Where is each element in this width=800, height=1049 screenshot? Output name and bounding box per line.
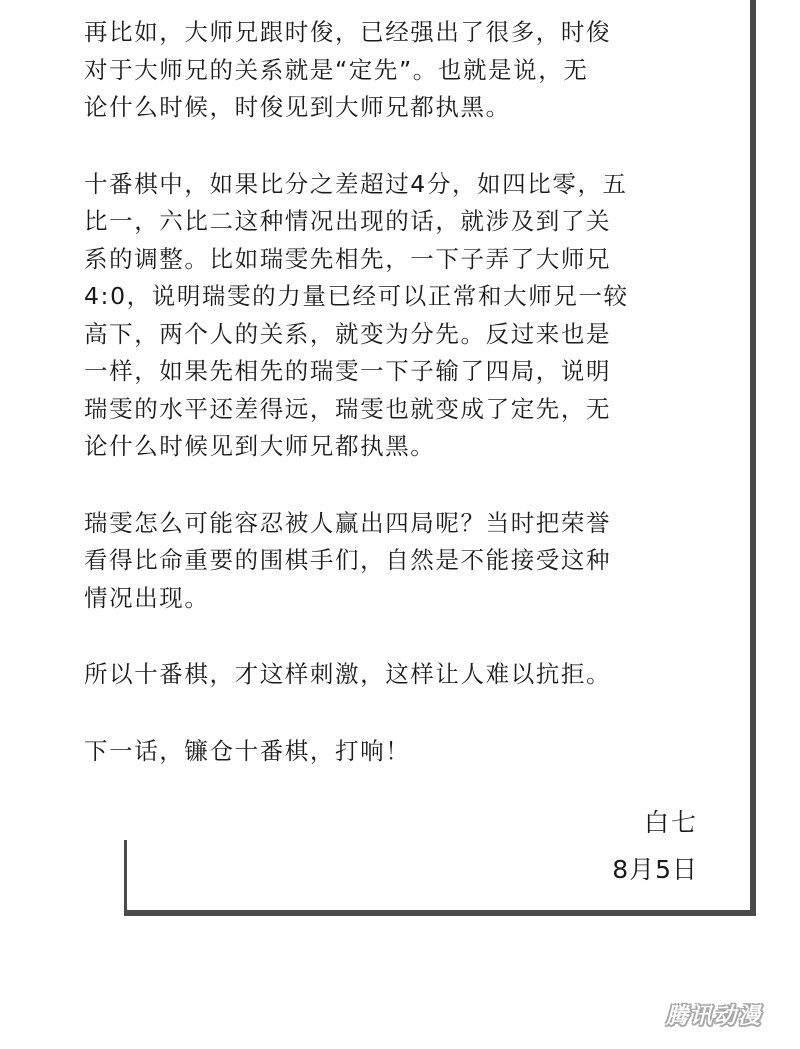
- afterword-text: [84, 14, 724, 809]
- text-line: 下一话，镰仓十番棋，打响！: [84, 736, 411, 765]
- paragraph-3: [84, 505, 724, 618]
- text-line: 4:0，说明瑞雯的力量已经可以正常和大师兄一较: [84, 282, 629, 310]
- text-line: 论什么时候，时俊见到大师兄都执黑。: [84, 93, 511, 121]
- text-line: 瑞雯的水平还差得远，瑞雯也就变成了定先，无: [84, 394, 612, 423]
- paragraph-4: [84, 656, 724, 694]
- paragraph-1: [84, 14, 724, 127]
- tencent-comic-watermark-logo: 腾讯动漫: [665, 1003, 762, 1029]
- text-line: 再比如，大师兄跟时俊，已经强出了很多，时俊: [84, 18, 612, 46]
- text-line: 瑞雯怎么可能容忍被人赢出四局呢？当时把荣誉: [84, 508, 612, 537]
- text-line: 一样，如果先相先的瑞雯一下子输了四局，说明: [84, 357, 612, 385]
- frame-right-border: [750, 0, 756, 916]
- text-line: 看得比命重要的围棋手们，自然是不能接受这种: [84, 546, 612, 574]
- text-line: 高下，两个人的关系，就变为分先。反过来也是: [84, 319, 612, 348]
- author-signature: 白七: [643, 808, 698, 837]
- frame-left-tick: [124, 840, 127, 916]
- text-line: 对于大师兄的关系就是“定先”。也就是说，无: [84, 55, 589, 84]
- text-line: 情况出现。: [84, 583, 210, 612]
- text-line: 十番棋中，如果比分之差超过4分，如四比零，五: [84, 169, 628, 198]
- post-date: 8月5日: [612, 855, 698, 884]
- text-line: 论什么时候见到大师兄都执黑。: [84, 432, 436, 460]
- text-line: 系的调整。比如瑞雯先相先，一下子弄了大师兄: [84, 244, 612, 273]
- text-line: 所以十番棋，才这样刺激，这样让人难以抗拒。: [84, 660, 612, 688]
- paragraph-2: [84, 166, 724, 466]
- paragraph-5: [84, 733, 724, 771]
- text-line: 比一，六比二这种情况出现的话，就涉及到了关: [84, 207, 612, 235]
- frame-bottom-border: [124, 910, 756, 916]
